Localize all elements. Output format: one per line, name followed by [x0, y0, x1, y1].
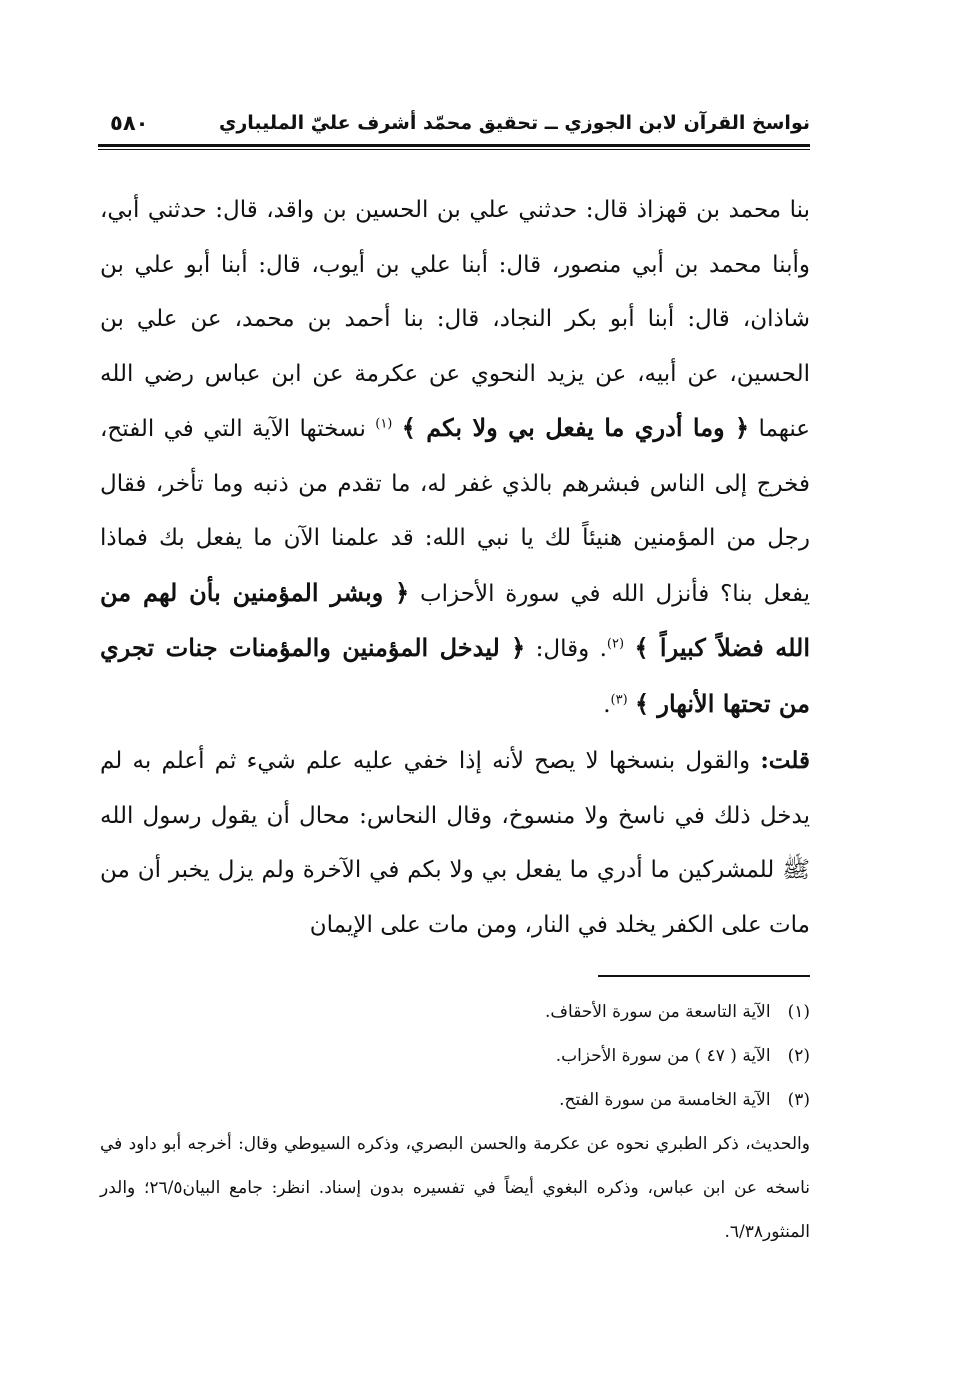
paragraph-2: [100, 734, 810, 952]
footnote-ref-1: (١): [375, 416, 393, 432]
paragraph-1-part-c: . وقال:: [535, 636, 607, 662]
footnote-ref-3: (٣): [610, 691, 628, 707]
footnote-ref-2: (٢): [606, 636, 625, 652]
footnote-2: [100, 1034, 810, 1078]
page-number: ٥٨٠: [110, 111, 149, 135]
running-title: نواسخ القرآن لابن الجوزي ــ تحقيق محمّد أشرف عليّ المليباري: [218, 112, 810, 134]
paragraph-1: [100, 183, 810, 732]
paragraph-2-text: والقول بنسخها لا يصح لأنه إذا خفي عليه علم شيء ثم أعلم به لم يدخل ذلك في ناسخ ولا منسوخ، وقال النحاس: محال أن يقول رسول الله ﷺ للمشركين ما أدري ما يفعل بي ولا بكم في الآخرة ولم يزل يخبر أن من مات على الكفر يخلد في النار، ومن مات على الإيمان: [100, 748, 810, 938]
header-rule-thin: [98, 149, 810, 150]
quran-verse-3: ﴿ ليدخل المؤمنين والمؤمنات جنات تجري من تحتها الأنهار ﴾: [100, 633, 810, 718]
footnote-3-continuation: والحديث، ذكر الطبري نحوه عن عكرمة والحسن البصري، وذكره السيوطي وقال: أخرجه أبو داود في ناسخه عن ابن عباس، وذكره البغوي أيضاً في تفسيره بدون إسناد. انظر: جامع البيان٢٦/٥؛ والدر المنثور٦/٣٨.: [100, 1134, 810, 1242]
main-text: [100, 183, 810, 952]
header-rule: [98, 144, 810, 147]
footnote-text: الآية التاسعة من سورة الأحقاف.: [545, 1002, 771, 1022]
footnote-number: (١): [787, 1002, 810, 1022]
paragraph-1-part-a: بنا محمد بن قهزاذ قال: حدثني علي بن الحسين بن واقد، قال: حدثني أبي، وأبنا محمد بن أبي منصور، قال: أبنا علي بن أيوب، قال: أبنا أبو علي بن شاذان، قال: أبنا أبو بكر النجاد، قال: بنا أحمد بن محمد، عن علي بن الحسين، عن أبيه، عن يزيد النحوي عن عكرمة عن ابن عباس رضي الله عنهما: [100, 197, 811, 442]
footnote-text: الآية الخامسة من سورة الفتح.: [559, 1090, 771, 1110]
footnote-number: (٣): [787, 1090, 810, 1110]
paragraph-1-part-b: نسختها الآية التي في الفتح، فخرج إلى الناس فبشرهم بالذي غفر له، ما تقدم من ذنبه وما تأخر، فقال رجل من المؤمنين هنيئاً لك يا نبي الله: قد علمنا الآن ما يفعل بك فماذا يفعل بنا؟ فأنزل الله في سورة الأحزاب: [100, 416, 811, 607]
footnote-3: [100, 1078, 810, 1122]
paragraph-1-part-d: .: [603, 691, 611, 718]
footnotes: [100, 990, 810, 1254]
footnote-separator: [598, 975, 810, 977]
paragraph-2-lead: قلت:: [760, 747, 810, 774]
footnote-1: [100, 990, 810, 1034]
quran-verse-1: ﴿ وما أدري ما يفعل بي ولا بكم ﴾: [401, 413, 750, 442]
footnote-number: (٢): [787, 1046, 810, 1066]
footnote-text: الآية ( ٤٧ ) من سورة الأحزاب.: [555, 1046, 771, 1066]
page-header: [98, 108, 810, 142]
quran-verse-2: ﴿ وبشر المؤمنين بأن لهم من الله فضلاً كبيراً ﴾: [100, 577, 810, 662]
